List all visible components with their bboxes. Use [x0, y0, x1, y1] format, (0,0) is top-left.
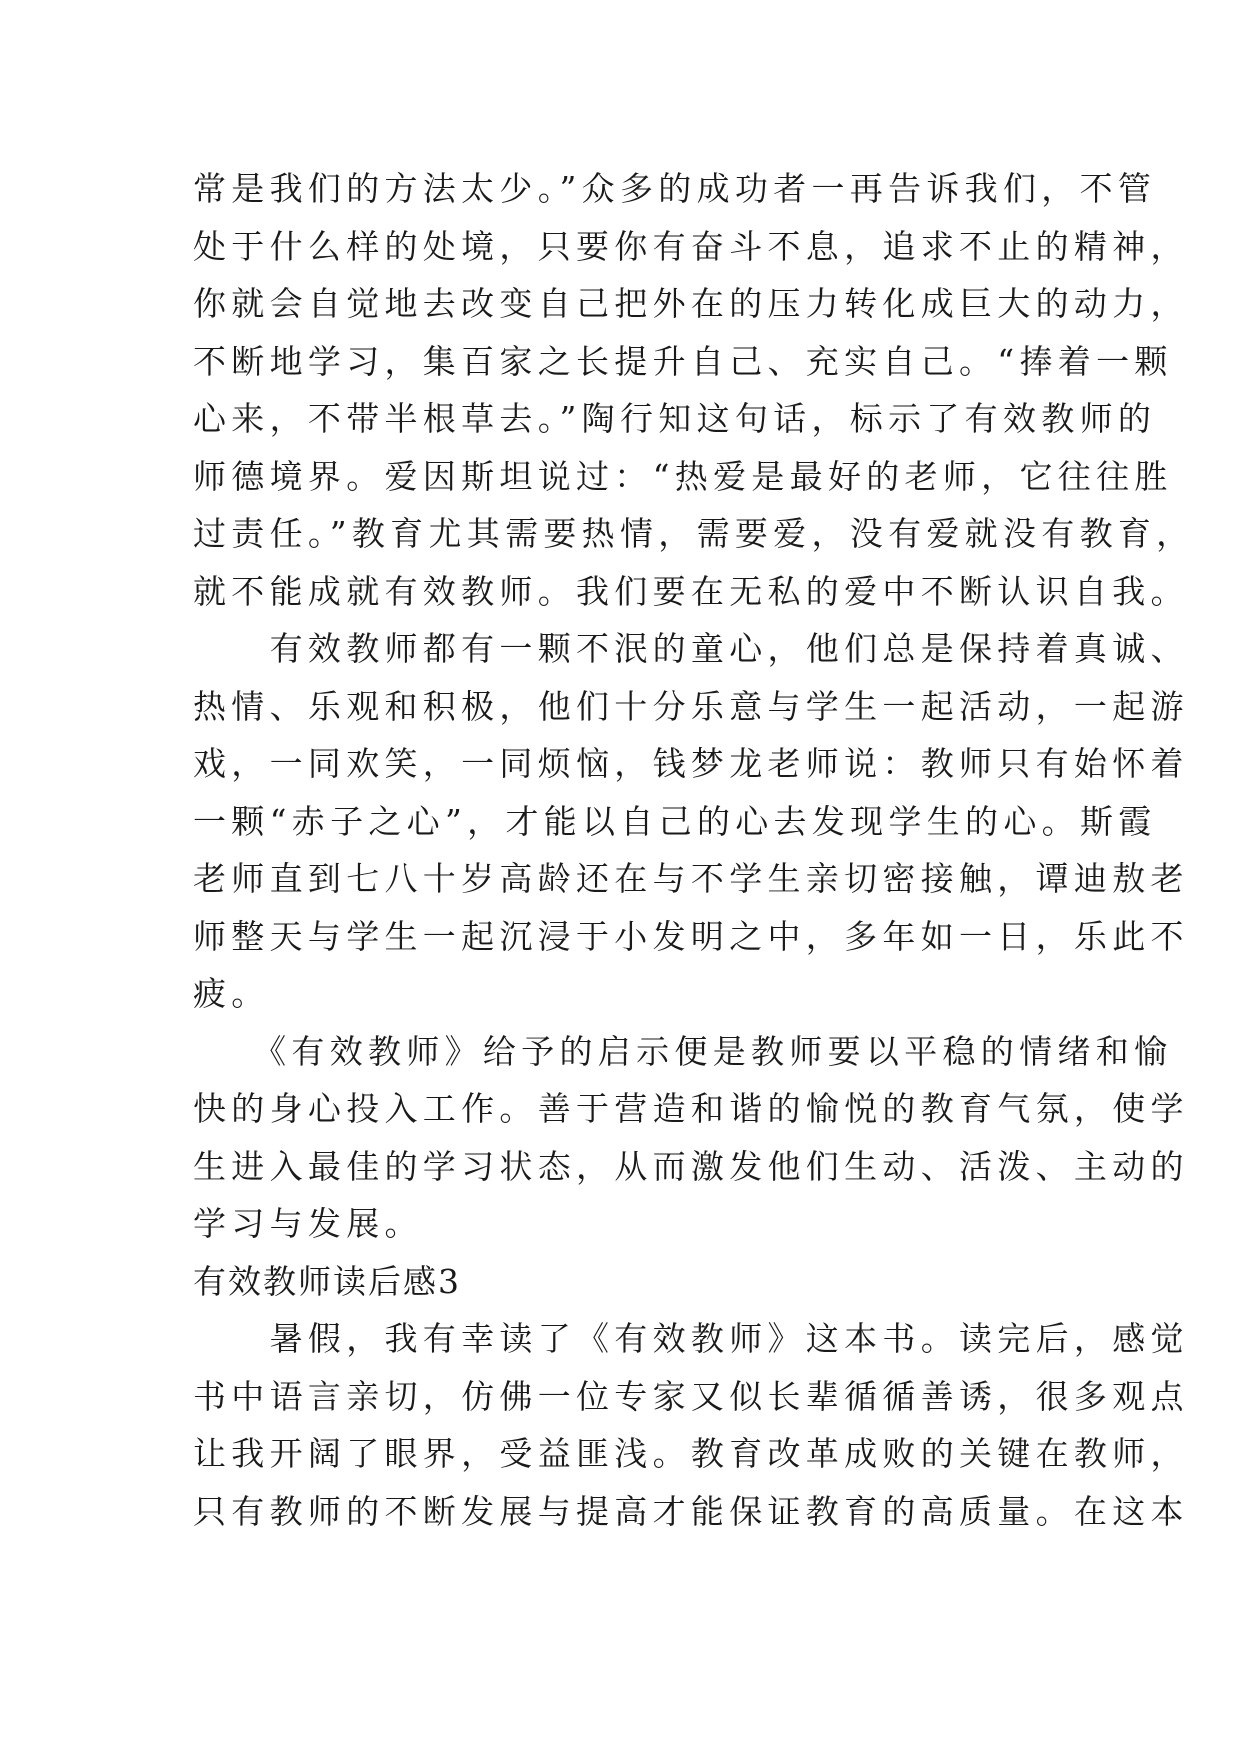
text-line: 处于什么样的处境，只要你有奋斗不息，追求不止的精神， [193, 226, 1189, 266]
text-line: 你就会自觉地去改变自己把外在的压力转化成巨大的动力， [193, 284, 1189, 323]
text-line: 戏，一同欢笑，一同烦恼，钱梦龙老师说：教师只有始怀着 [193, 744, 1189, 783]
text-line: 过责任。”教育尤其需要热情，需要爱，没有爱就没有教育， [193, 514, 1195, 553]
text-line: 快的身心投入工作。善于营造和谐的愉悦的教育气氛，使学 [193, 1089, 1189, 1128]
text-line: 常是我们的方法太少。”众多的成功者一再告诉我们，不管 [193, 169, 1157, 208]
section-heading: 有效教师读后感3 [193, 1261, 461, 1301]
text-line: 暑假，我有幸读了《有效教师》这本书。读完后，感觉 [193, 1319, 1189, 1358]
text-line: 一颗“赤子之心”，才能以自己的心去发现学生的心。斯霞 [193, 801, 1157, 841]
text-line: 疲。 [193, 974, 270, 1013]
body-text [193, 160, 1195, 1540]
text-line: 学习与发展。 [193, 1204, 423, 1243]
text-line: 就不能成就有效教师。我们要在无私的爱中不断认识自我。 [193, 571, 1189, 611]
text-line: 有效教师都有一颗不泯的童心，他们总是保持着真诚、 [193, 629, 1189, 668]
text-line: 不断地学习，集百家之长提升自己、充实自己。“捧着一颗 [193, 341, 1173, 381]
text-line: 师整天与学生一起沉浸于小发明之中，多年如一日，乐此不 [193, 916, 1189, 956]
text-line: 只有教师的不断发展与提高才能保证教育的高质量。在这本 [193, 1491, 1189, 1531]
text-line: 让我开阔了眼界，受益匪浅。教育改革成败的关键在教师， [193, 1434, 1189, 1473]
text-line: 师德境界。爱因斯坦说过：“热爱是最好的老师，它往往胜 [193, 456, 1173, 496]
text-line: 书中语言亲切，仿佛一位专家又似长辈循循善诱，很多观点 [193, 1376, 1189, 1416]
text-line: 热情、乐观和积极，他们十分乐意与学生一起活动，一起游 [193, 686, 1189, 726]
text-line: 心来，不带半根草去。”陶行知这句话，标示了有效教师的 [193, 399, 1157, 438]
text-line: 老师直到七八十岁高龄还在与不学生亲切密接触，谭迪敖老 [193, 859, 1189, 898]
text-line: 《有效教师》给予的启示便是教师要以平稳的情绪和愉 [193, 1031, 1173, 1071]
text-line: 生进入最佳的学习状态，从而激发他们生动、活泼、主动的 [193, 1146, 1189, 1186]
